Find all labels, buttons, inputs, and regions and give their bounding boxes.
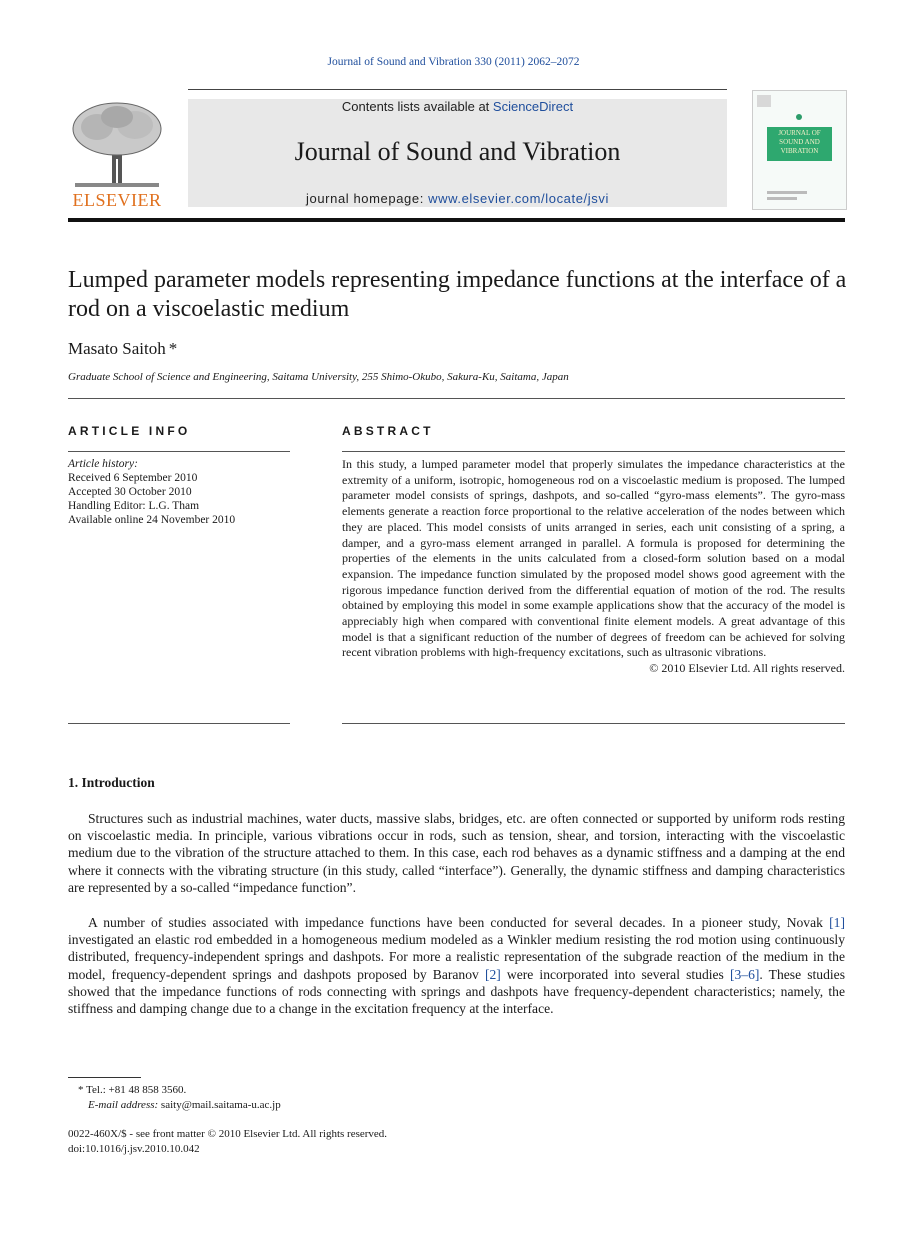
contents-line: [188, 99, 727, 114]
journal-cover-thumbnail: [752, 90, 847, 210]
abstract-heading: ABSTRACT: [342, 424, 434, 438]
introduction-heading: 1. Introduction: [68, 775, 155, 790]
history-label: Article history:: [68, 458, 138, 470]
abstract-copyright: © 2010 Elsevier Ltd. All rights reserved.: [649, 661, 845, 676]
cover-title: JOURNAL OF SOUND AND VIBRATION: [778, 129, 821, 155]
abstract-top-rule: [342, 451, 845, 452]
article-info-top-rule: [68, 451, 290, 452]
email-address[interactable]: saity@mail.saitama-u.ac.jp: [160, 1099, 281, 1111]
article-title: Lumped parameter models representing impedance functions at the interface of a rod on a viscoelastic medium: [68, 267, 847, 322]
title-rule: [68, 398, 845, 399]
abstract-body: [342, 457, 845, 677]
handling-editor: Handling Editor: L.G. Tham: [68, 500, 200, 512]
issn-line: 0022-460X/$ - see front matter © 2010 Elsevier Ltd. All rights reserved.: [68, 1128, 388, 1140]
banner-top-rule: [188, 89, 727, 90]
intro-p2-b: investigated an elastic rod embedded in a homogeneous medium modeled as a Winkler medium resisting the rod motion using continuously distributed, frequency-independent springs and dashpots. For more a realistic representation of the subgrade reaction of the medium in the model, frequency-dependent springs and dashpots proposed by Baranov: [68, 932, 845, 982]
email-label: E-mail address:: [88, 1099, 159, 1111]
accepted-date: Accepted 30 October 2010: [68, 486, 192, 498]
abstract-bottom-rule: [342, 723, 845, 724]
article-history: [68, 457, 298, 527]
intro-p2: [68, 914, 845, 1017]
front-matter: [68, 1127, 387, 1156]
intro-paragraph-2: [68, 914, 845, 1017]
homepage-prefix: journal homepage:: [306, 191, 429, 206]
online-date: Available online 24 November 2010: [68, 514, 236, 526]
journal-homepage: [188, 191, 727, 206]
homepage-link[interactable]: www.elsevier.com/locate/jsvi: [428, 191, 609, 206]
abstract-text: In this study, a lumped parameter model that properly simulates the impedance characteristics at the extremity of a uniform, isotropic, homogeneous rod on a viscoelastic medium is proposed. The lumped parameter model consists of springs, dashpots, and so-called “gyro-mass elements”. The gyro-mass elements generate a reaction force proportional to the relative acceleration of the nodes between which they are placed. This model consists of units arranged in series, each unit consisting of a spring, a damper, and a gyro-mass element arranged in parallel. A formula is proposed for determining the properties of the elements in the units calculated from a closed-form solution based on a modal expansion. The impedance function simulated by the proposed model shows good agreement with the rigorous impedance function derived from the differential equation of motion of the rod. The results obtained by employing this model in some example applications show that the accuracy of the model is appreciably high when compared with conventional finite element models. A great advantage of this model is that a significant reduction of the number of degrees of freedom can be achieved for solving recent vibration problems with high-frequency excitations, such as ultrasonic vibrations.: [342, 457, 845, 660]
intro-p2-d: . These studies showed that the impedance functions of rods connecting with springs and dashpots have frequency-dependent characteristics; namely, the stiffness and damping change due to a change in the excitation frequency at the interface.: [68, 966, 845, 1017]
intro-paragraph-1: [68, 810, 845, 896]
footnote-tel: * Tel.: +81 48 858 3560.: [78, 1084, 187, 1096]
author-name[interactable]: Masato Saitoh: [68, 339, 166, 358]
author-line: [68, 339, 177, 359]
article-info-heading: ARTICLE INFO: [68, 424, 191, 438]
received-date: Received 6 September 2010: [68, 472, 198, 484]
footnote-rule: [68, 1077, 141, 1078]
doi-line[interactable]: doi:10.1016/j.jsv.2010.10.042: [68, 1142, 200, 1155]
ref-link-1[interactable]: [1]: [829, 915, 845, 930]
sciencedirect-link[interactable]: ScienceDirect: [492, 99, 574, 114]
footnote: [68, 1083, 281, 1113]
footnote-email-line: [68, 1098, 281, 1113]
ref-link-2[interactable]: [2]: [484, 966, 501, 982]
contents-prefix: Contents lists available at: [341, 99, 493, 114]
elsevier-tree-logo: [67, 99, 167, 189]
intro-p2-a: A number of studies associated with impedance functions have been conducted for several decades. In a pioneer study, Novak: [88, 915, 830, 930]
author-footnote-mark[interactable]: *: [168, 339, 178, 358]
intro-p1-text: Structures such as industrial machines, water ducts, massive slabs, bridges, etc. are often connected or supported by uniform rods resting on viscoelastic media. In principle, various vibrations occur in rods, such as tension, shear, and torsion, interacting with the viscoelastic medium due to the vibration of the structure attached to them. In this case, each rod behaves as a dynamic stiffness and a damping at the end where it connects with the vibrating structure (in this study, called “interface”). Generally, the dynamic stiffness and damping characteristics are represented by a so-called “impedance function”.: [68, 811, 845, 895]
journal-title: Journal of Sound and Vibration: [294, 137, 621, 166]
intro-p2-c: were incorporated into several studies: [500, 966, 730, 982]
elsevier-logo-text: ELSEVIER: [72, 190, 162, 210]
article-info-bottom-rule: [68, 723, 290, 724]
ref-link-3-6[interactable]: [3–6]: [729, 966, 760, 982]
journal-citation[interactable]: Journal of Sound and Vibration 330 (2011) 2062–2072: [327, 56, 580, 68]
header-rule: [68, 218, 845, 222]
affiliation: Graduate School of Science and Engineering, Saitama University, 255 Shimo-Okubo, Sakura-Ku, Saitama, Japan: [68, 371, 569, 383]
